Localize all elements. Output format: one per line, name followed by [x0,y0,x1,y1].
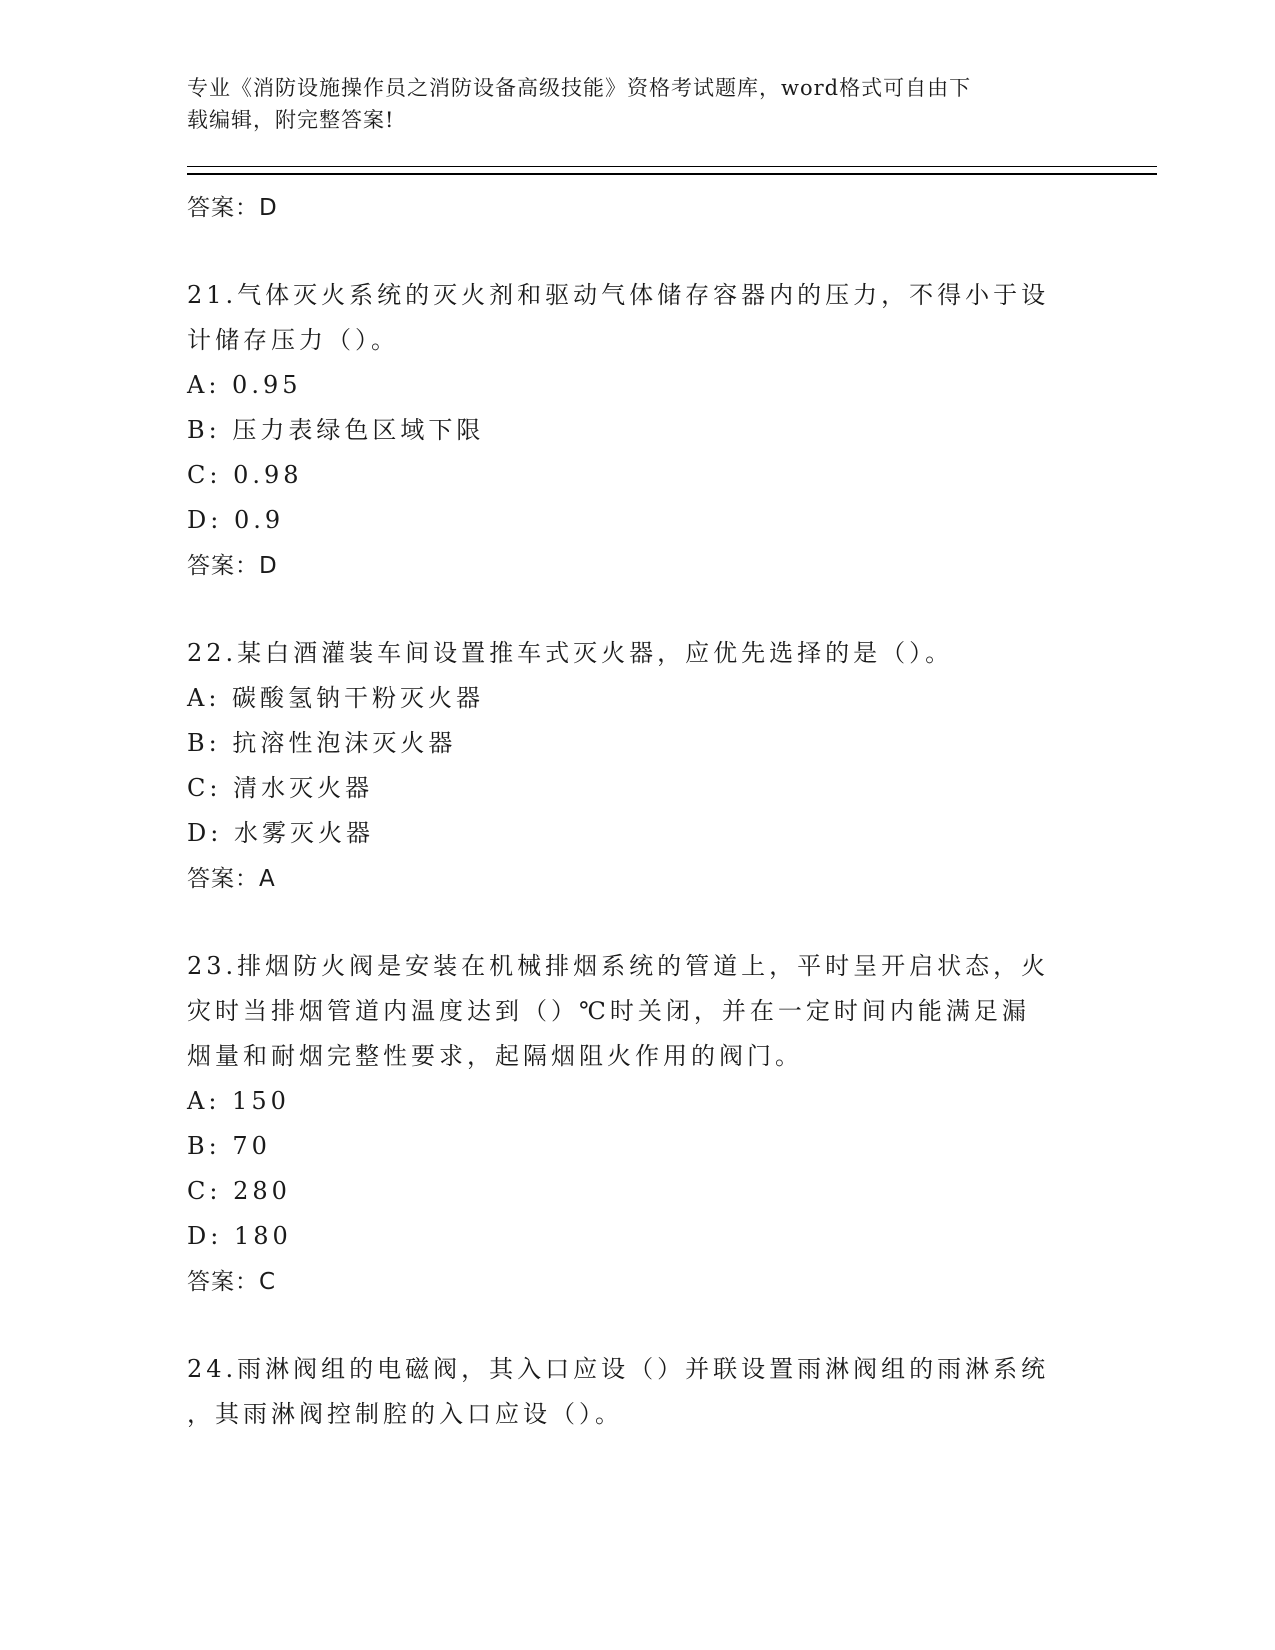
question-stem-line: 灾时当排烟管道内温度达到（）℃时关闭，并在一定时间内能满足漏 [187,997,1030,1025]
question-stem-line: 烟量和耐烟完整性要求，起隔烟阻火作用的阀门。 [187,1042,803,1070]
option-a: A: 150 [187,1087,290,1115]
option-d: D: 0.9 [187,506,285,534]
option-d: D: 180 [187,1222,292,1250]
question-23 [187,944,1157,1305]
option-b: B: 70 [187,1132,271,1160]
previous-answer: 答案：D [187,195,278,221]
answer: 答案：D [187,553,278,579]
header-line-2: 载编辑，附完整答案! [187,108,395,132]
question-22 [187,631,1157,902]
header-divider [187,166,1157,175]
answer: 答案：A [187,866,276,892]
option-c: C: 280 [187,1177,291,1205]
header-line-1: 专业《消防设施操作员之消防设备高级技能》资格考试题库，word格式可自由下 [187,76,972,100]
option-a: A: 碳酸氢钠干粉灭火器 [187,684,485,712]
question-stem-line: 24.雨淋阀组的电磁阀，其入口应设（）并联设置雨淋阀组的雨淋系统 [187,1355,1050,1383]
question-stem-line: 22.某白酒灌装车间设置推车式灭火器，应优先选择的是（）。 [187,639,954,667]
question-24 [187,1347,1157,1437]
question-stem-line: 21.气体灭火系统的灭火剂和驱动气体储存容器内的压力，不得小于设 [187,281,1050,309]
option-c: C: 清水灭火器 [187,774,374,802]
question-stem-line: 23.排烟防火阀是安装在机械排烟系统的管道上，平时呈开启状态，火 [187,952,1050,980]
question-21 [187,273,1157,589]
document-header [187,72,1157,136]
option-b: B: 抗溶性泡沫灭火器 [187,729,457,757]
question-stem-line: ，其雨淋阀控制腔的入口应设（）。 [187,1400,623,1428]
document-page [187,72,1157,1437]
option-b: B: 压力表绿色区域下限 [187,416,485,444]
answer: 答案：C [187,1269,277,1295]
question-stem-line: 计储存压力（）。 [187,326,399,354]
option-a: A: 0.95 [187,371,302,399]
option-c: C: 0.98 [187,461,303,489]
option-d: D: 水雾灭火器 [187,819,374,847]
